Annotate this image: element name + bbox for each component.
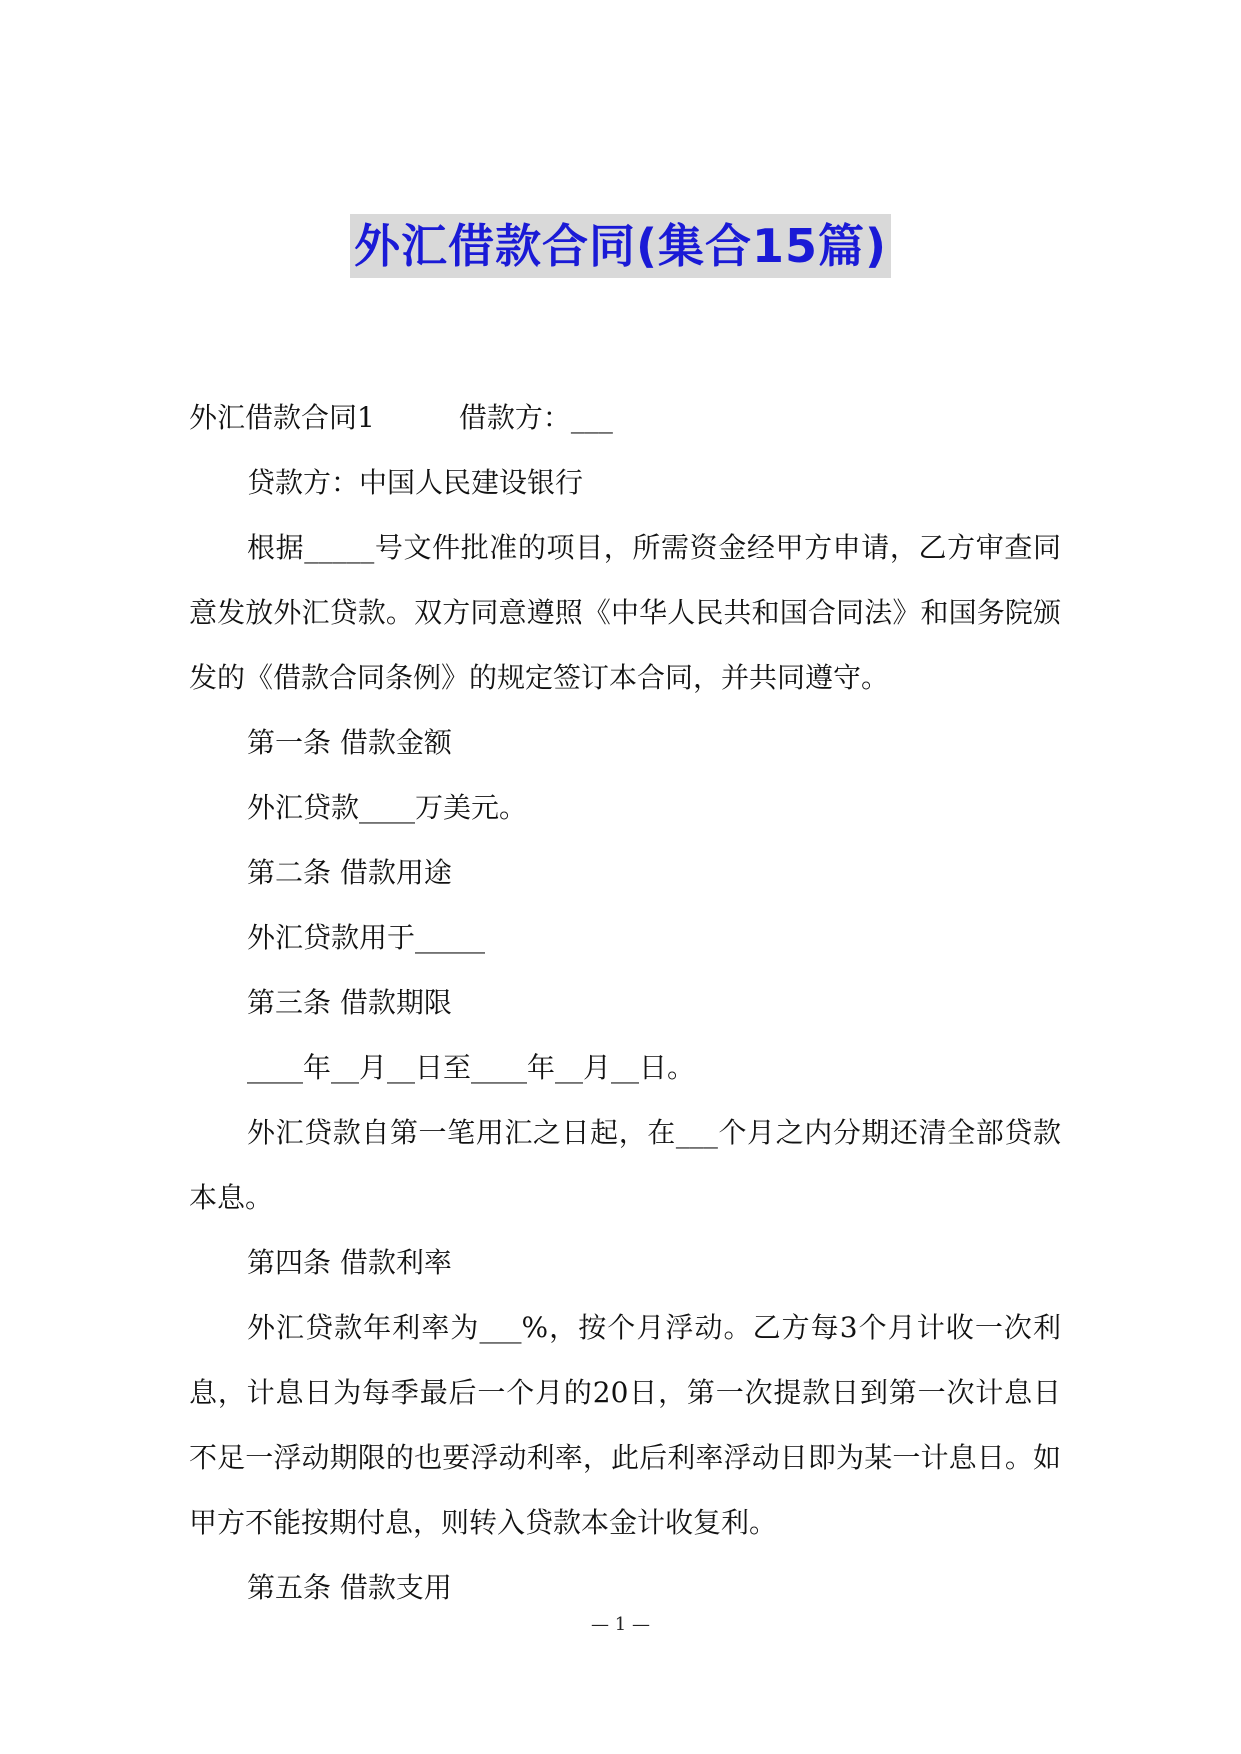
basis-pre: 根据 (247, 531, 305, 564)
basis-blank: _____ (304, 531, 375, 564)
article4-content (189, 1295, 1061, 1555)
article3-repay-pre: 外汇贷款自第一笔用汇之日起，在 (247, 1116, 676, 1149)
article1-content (189, 775, 1061, 840)
article4-blank: ___ (479, 1311, 522, 1344)
article1-pre: 外汇贷款 (247, 791, 360, 824)
borrower-blank: ___ (570, 401, 613, 434)
article4-pre: 外汇贷款年利率为 (247, 1311, 480, 1344)
article3-repay-blank: ___ (675, 1116, 718, 1149)
document-title: 外汇借款合同(集合15篇) (350, 214, 891, 278)
article3-date-line: ____年__月__日至____年__月__日。 (247, 1051, 696, 1084)
intro-line (189, 385, 1061, 450)
article3-repay (189, 1100, 1061, 1230)
lender-line: 贷款方：中国人民建设银行 (247, 466, 584, 499)
article2-title: 第二条 借款用途 (247, 856, 452, 889)
article2-content (189, 905, 1061, 970)
borrower-label: 借款方： (458, 401, 571, 434)
article5-title: 第五条 借款支用 (247, 1571, 452, 1604)
page-number: — 1 — (591, 1614, 650, 1635)
basis-paragraph (189, 515, 1061, 710)
article1-title: 第一条 借款金额 (247, 726, 452, 759)
article1-blank: ____ (359, 791, 416, 824)
contract-heading: 外汇借款合同1 (189, 401, 375, 434)
article4-post: %，按个月浮动。乙方每3个月计收一次利息，计息日为每季最后一个月的20日，第一次提款日到第一次计息日不足一浮动期限的也要浮动利率，此后利率浮动日即为某一计息日。如甲方不能按期付息，则转入贷款本金计收复利。 (189, 1311, 1061, 1539)
basis-post: 号文件批准的项目，所需资金经甲方申请，乙方审查同意发放外汇贷款。双方同意遵照《中华人民共和国合同法》和国务院颁发的《借款合同条例》的规定签订本合同，并共同遵守。 (189, 531, 1061, 694)
article2-blank: _____ (415, 921, 486, 954)
title-area (0, 214, 1241, 278)
document-body (189, 385, 1061, 1620)
article3-repay-post: 个月之内分期还清全部贷款本息。 (189, 1116, 1061, 1214)
article3-title: 第三条 借款期限 (247, 986, 452, 1019)
article2-pre: 外汇贷款用于 (247, 921, 416, 954)
article1-post: 万美元。 (415, 791, 528, 824)
article4-title: 第四条 借款利率 (247, 1246, 452, 1279)
